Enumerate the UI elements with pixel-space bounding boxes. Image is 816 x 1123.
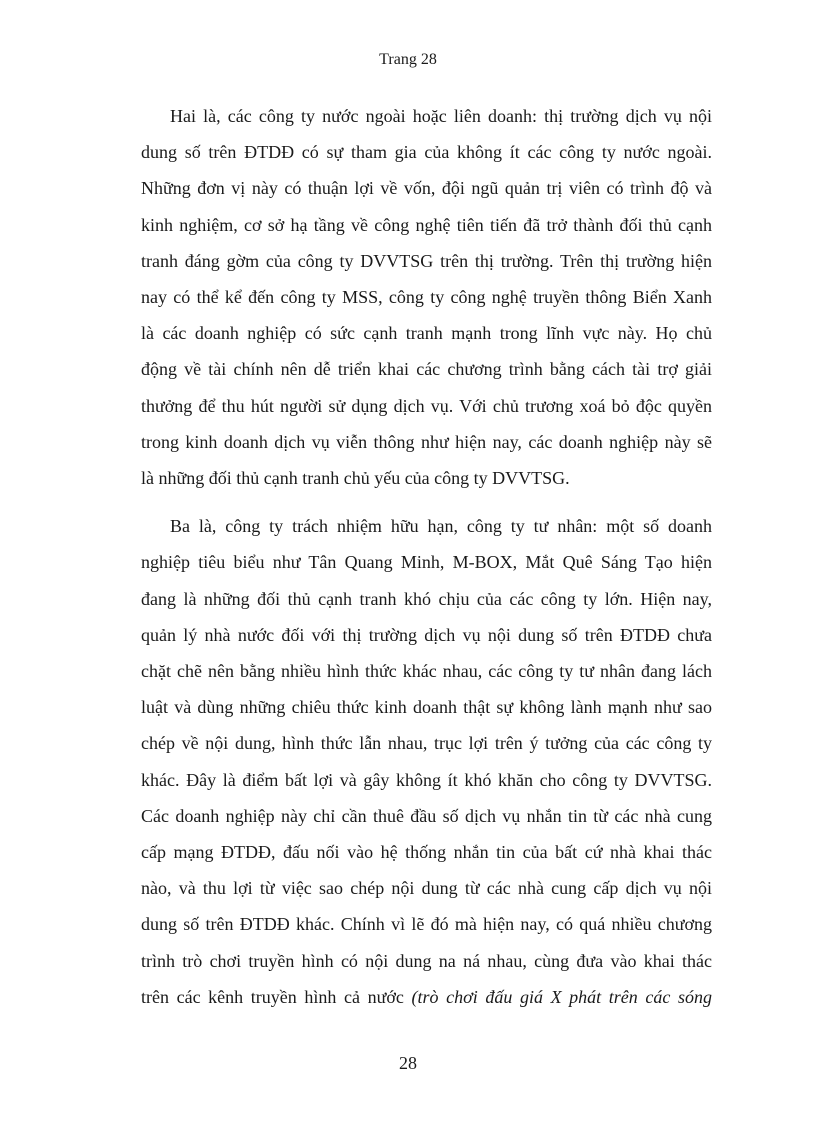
text-line: trong kinh doanh dịch vụ viễn thông như hiện nay, các doanh nghiệp này sẽ: [141, 431, 712, 452]
text-line: chép về nội dung, hình thức lẫn nhau, trục lợi trên ý tưởng của các công ty: [141, 733, 712, 754]
text-line: tranh đáng gờm của công ty DVVTSG trên thị trường. Trên thị trường hiện: [141, 250, 712, 271]
text-line: thưởng để thu hút người sử dụng dịch vụ. Với chủ trương xoá bỏ độc quyền: [141, 395, 712, 416]
text-line: cấp mạng ĐTDĐ, đấu nối vào hệ thống nhắn tin của bất cứ nhà khai thác: [141, 842, 712, 863]
page-header: Trang 28: [379, 51, 437, 68]
text-line: động về tài chính nên dễ triển khai các chương trình bằng cách tài trợ giải: [141, 359, 712, 380]
text-run: trên các kênh truyền hình cả nước: [141, 986, 412, 1007]
text-line: kinh nghiệm, cơ sở hạ tầng về công nghệ tiên tiến đã trở thành đối thủ cạnh: [141, 214, 712, 235]
text-line: Những đơn vị này có thuận lợi về vốn, đội ngũ quản trị viên có trình độ và: [141, 178, 712, 199]
text-line: khác. Đây là điểm bất lợi và gây không ít khó khăn cho công ty DVVTSG.: [141, 769, 712, 790]
text-line: dung số trên ĐTDĐ khác. Chính vì lẽ đó mà hiện nay, có quá nhiều chương: [141, 914, 712, 935]
text-line: chặt chẽ nên bằng nhiều hình thức khác nhau, các công ty tư nhân đang lách: [141, 661, 712, 682]
paragraph-competitors-foreign: [141, 98, 712, 496]
text-line: nào, và thu lợi từ việc sao chép nội dung từ các nhà cung cấp dịch vụ nội: [141, 878, 712, 899]
text-line: Các doanh nghiệp này chỉ cần thuê đầu số dịch vụ nhắn tin từ các nhà cung: [141, 805, 712, 826]
text-line: là các doanh nghiệp có sức cạnh tranh mạnh trong lĩnh vực này. Họ chủ: [141, 323, 712, 344]
text-line: dung số trên ĐTDĐ có sự tham gia của không ít các công ty nước ngoài.: [141, 142, 712, 163]
page-number: 28: [399, 1053, 417, 1073]
text-line: trình trò chơi truyền hình có nội dung na ná nhau, cùng đưa vào khai thác: [141, 950, 712, 971]
text-line: là những đối thủ cạnh tranh chủ yếu của công ty DVVTSG.: [141, 468, 570, 489]
italic-text-run: (trò chơi đấu giá X phát trên các sóng: [411, 986, 713, 1007]
text-line: luật và dùng những chiêu thức kinh doanh thật sự không lành mạnh như sao: [141, 697, 712, 718]
paragraph-competitors-private: [141, 508, 712, 1015]
text-line: đang là những đối thủ cạnh tranh khó chịu của các công ty lớn. Hiện nay,: [141, 588, 712, 609]
document-body: [141, 98, 712, 1015]
text-line: Ba là, công ty trách nhiệm hữu hạn, công ty tư nhân: một số doanh: [170, 516, 712, 537]
text-line: [141, 979, 712, 1015]
text-line: nay có thể kể đến công ty MSS, công ty công nghệ truyền thông Biển Xanh: [141, 287, 712, 308]
text-line: nghiệp tiêu biểu như Tân Quang Minh, M-BOX, Mắt Quê Sáng Tạo hiện: [141, 552, 712, 573]
text-line: Hai là, các công ty nước ngoài hoặc liên doanh: thị trường dịch vụ nội: [170, 106, 712, 126]
text-line: quản lý nhà nước đối với thị trường dịch vụ nội dung số trên ĐTDĐ chưa: [141, 624, 712, 645]
